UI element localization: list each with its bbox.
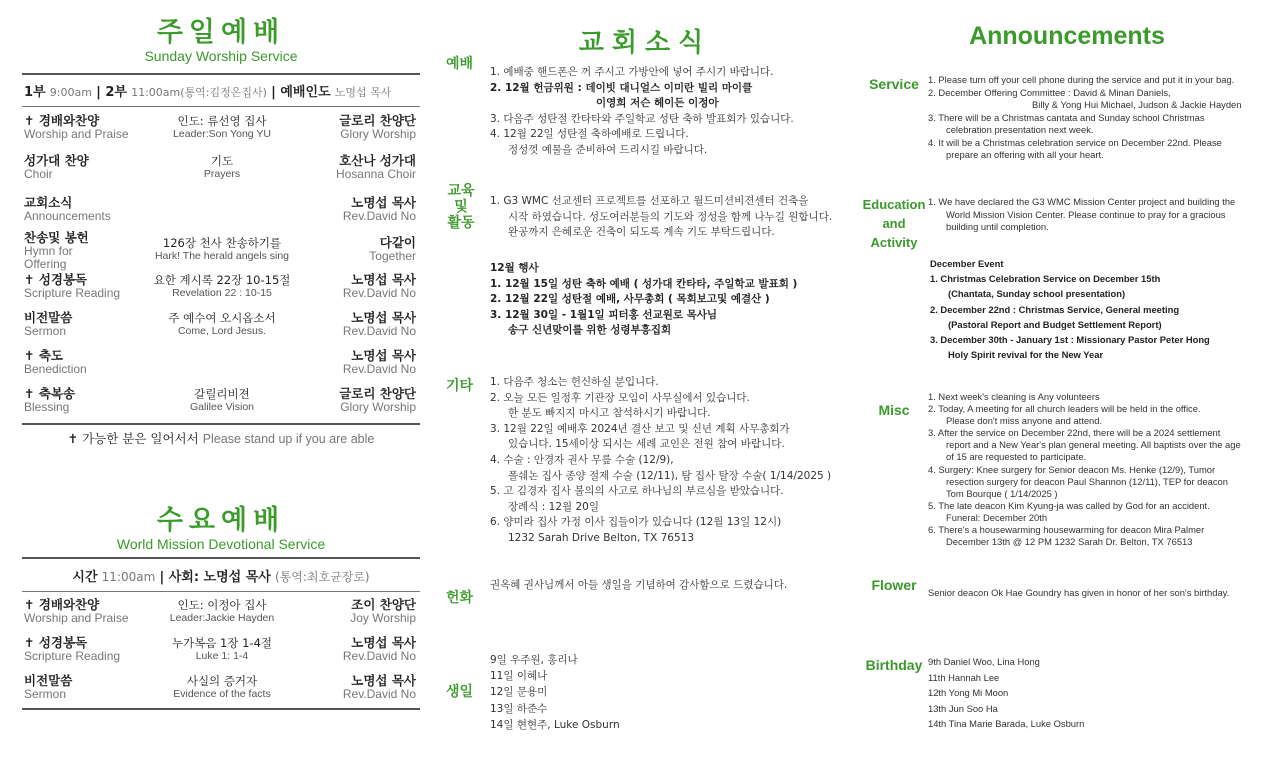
list-item: 장례식 : 12월 20일 bbox=[508, 500, 599, 513]
list-item: 있습니다. 15세이상 되시는 세례 교인은 전원 참여 바랍니다. bbox=[508, 438, 785, 451]
order-leader-en: Joy Worship bbox=[350, 611, 416, 625]
order-item-en: Choir bbox=[24, 167, 53, 181]
birthday-label: Birthday bbox=[865, 657, 923, 673]
list-item: 5. 고 김경자 집사 불의의 사고로 하나님의 부르심을 받았습니다. bbox=[490, 485, 784, 498]
order-leader: 조이 찬양단 bbox=[351, 597, 416, 612]
order-detail: 126장 천사 찬송하기를 bbox=[162, 236, 282, 250]
order-detail-en: Prayers bbox=[203, 168, 241, 180]
order-detail: 인도: 류선영 집사 bbox=[177, 114, 267, 128]
list-item: 1. 12월 15일 성탄 축하 예배 ( 성가대 칸타타, 주일학교 발표회 ) bbox=[490, 277, 798, 290]
list-item: 시작 하였습니다. 성도여러분들의 기도와 정성을 함께 나누길 원합니다. bbox=[508, 210, 833, 223]
list-item: Funeral: December 20th bbox=[946, 511, 1048, 523]
list-item: 3. 12월 30일 - 1월1일 피터홍 선교원로 목사님 bbox=[490, 308, 718, 321]
events-list bbox=[930, 256, 1278, 362]
list-item: 6. 양미라 집사 가정 이사 집들이가 있습니다 (12월 13일 12시) bbox=[490, 516, 782, 529]
order-row bbox=[22, 636, 420, 666]
list-item: Billy & Yong Hui Michael, Judson & Jackie Hayden bbox=[1032, 99, 1242, 110]
list-item: 11th Hannah Lee bbox=[928, 671, 1000, 683]
order-item-ko: ✝ 축복송 bbox=[24, 386, 76, 401]
misc-label: Misc bbox=[878, 402, 910, 418]
order-row bbox=[22, 273, 420, 303]
order-row bbox=[22, 230, 420, 271]
time-value: 11:00am bbox=[101, 570, 156, 584]
list-item: 14th Tina Marie Barada, Luke Osburn bbox=[928, 718, 1085, 730]
wednesday-header bbox=[22, 506, 420, 552]
order-item-ko: ✝ 축도 bbox=[24, 348, 63, 363]
list-item: resection surgery for deacon Paul Shannon (12/11), TEP for deacon bbox=[946, 475, 1228, 487]
divider bbox=[22, 557, 420, 559]
announcements-title: Announcements bbox=[969, 22, 1165, 50]
order-item-ko: ✝ 성경봉독 bbox=[24, 272, 88, 287]
list-item: Holy Spirit revival for the New Year bbox=[948, 349, 1104, 361]
list-item: 3. December 30th - January 1st : Missionary Pastor Peter Hong bbox=[930, 334, 1210, 346]
order-item-ko: ✝ 성경봉독 bbox=[24, 635, 88, 650]
list-item: (Pastoral Report and Budget Settlement Report) bbox=[948, 318, 1162, 330]
list-item: of 15 are requested to participate. bbox=[946, 451, 1087, 463]
order-row bbox=[22, 387, 420, 417]
order-leader: 노명섭 목사 bbox=[351, 635, 416, 650]
wednesday-info-line bbox=[22, 560, 420, 591]
order-item-ko: 교회소식 bbox=[24, 195, 73, 210]
standup-ko: ✝ 가능한 분은 일어서서 bbox=[67, 431, 199, 446]
list-item: 1. G3 WMC 선교센터 프로젝트를 선포하고 월드미션비젼센터 건축을 bbox=[490, 195, 809, 207]
worship-list bbox=[490, 65, 850, 159]
events-list bbox=[490, 261, 850, 339]
order-item-ko: ✝ 경배와찬양 bbox=[24, 113, 100, 128]
order-row bbox=[22, 349, 420, 379]
order-detail-en: Evidence of the facts bbox=[173, 688, 271, 700]
wednesday-title: 수요예배 bbox=[156, 505, 286, 536]
wednesday-subtitle: World Mission Devotional Service bbox=[116, 536, 326, 552]
order-row bbox=[22, 311, 420, 341]
list-item: 한 분도 빠지지 마시고 참석하시기 바랍니다. bbox=[508, 407, 711, 420]
flower-text: Senior deacon Ok Hae Goundry has given in honor of her son's birthday. bbox=[928, 587, 1230, 598]
order-item-en-2: Offering bbox=[24, 257, 67, 271]
order-item-en: Worship and Praise bbox=[24, 611, 129, 625]
edu-label bbox=[862, 195, 926, 252]
edu-label-1: 교육 bbox=[447, 183, 475, 199]
order-leader-en: Rev.David No bbox=[342, 286, 416, 300]
worship-label: 예배 bbox=[446, 56, 474, 72]
list-item: 9일 우주원, 홍리나 bbox=[490, 654, 578, 666]
list-item: 1. We have declared the G3 WMC Mission Center project and building the bbox=[928, 196, 1236, 207]
order-row bbox=[22, 114, 420, 144]
list-item: 3. There will be a Christmas cantata and Sunday school Christmas bbox=[928, 111, 1205, 123]
list-item: report and a New Year's plan general meeting. All baptists over the age bbox=[946, 439, 1241, 451]
list-item: 4. It will be a Christmas celebration service on December 22nd. Please bbox=[928, 136, 1222, 148]
list-item: 폴쉐논 집사 종양 절제 수술 (12/11), 탐 집사 탈장 수술( 1/14/2025 ) bbox=[508, 469, 832, 482]
announcements-column bbox=[862, 0, 1280, 777]
list-item: World Mission Vision Center. Please continue to pray for a gracious bbox=[946, 208, 1226, 220]
order-leader-en: Rev.David No bbox=[342, 324, 416, 338]
misc-list bbox=[490, 375, 850, 547]
order-item-en: Blessing bbox=[24, 400, 70, 414]
list-item: building until completion. bbox=[946, 221, 1049, 232]
order-detail-en: Galilee Vision bbox=[189, 401, 254, 413]
edu-label bbox=[446, 183, 476, 231]
list-item: Tom Bourque ( 1/14/2025 ) bbox=[946, 487, 1058, 499]
sunday-info-line bbox=[22, 75, 393, 106]
order-leader-en: Glory Worship bbox=[340, 400, 416, 414]
list-item: 1. 다음주 청소는 헌신하실 분입니다. bbox=[490, 376, 659, 388]
order-detail: 주 예수여 오시옵소서 bbox=[168, 311, 276, 325]
list-item: celebration presentation next week. bbox=[946, 124, 1094, 135]
order-detail: 기도 bbox=[210, 154, 234, 168]
misc-list bbox=[928, 391, 1276, 548]
order-leader: 노명섭 목사 bbox=[351, 673, 416, 688]
list-item: 2. 12월 22일 성탄절 예배, 사무총회 ( 목회보고및 예결산 ) bbox=[490, 293, 770, 306]
order-item-ko: ✝ 경배와찬양 bbox=[24, 597, 100, 612]
part2-time: 11:00am(통역:김정은집사) bbox=[131, 86, 267, 99]
order-leader-en: Rev.David No bbox=[342, 362, 416, 376]
divider bbox=[22, 106, 420, 107]
list-item: 1. Please turn off your cell phone during the service and put it in your bag. bbox=[928, 74, 1235, 85]
order-item-ko: 비전말씀 bbox=[24, 310, 73, 325]
order-leader-en: Glory Worship bbox=[340, 127, 416, 141]
part2-label: | 2부 bbox=[96, 85, 127, 100]
list-item: 14일 현현주, Luke Osburn bbox=[490, 718, 620, 731]
birthday-list bbox=[490, 652, 850, 733]
standup-en: Please stand up if you are able bbox=[202, 432, 375, 446]
list-item: 완공까지 은혜로운 건축이 되도록 계속 기도 부탁드립니다. bbox=[508, 226, 775, 239]
events-title: 12월 행사 bbox=[490, 262, 539, 274]
host-label: | 사회: 노명섭 목사 bbox=[159, 570, 271, 585]
host-note: (통역:최호균장로) bbox=[275, 570, 370, 584]
service-label: Service bbox=[869, 76, 919, 92]
order-detail: 요한 계시록 22장 10-15절 bbox=[153, 273, 291, 287]
list-item: 2. Today, A meeting for all church leaders will be held in the office. bbox=[928, 403, 1201, 415]
order-detail: 누가복음 1장 1-4절 bbox=[171, 636, 273, 650]
order-row bbox=[22, 674, 420, 704]
flower-label: 헌화 bbox=[446, 590, 474, 606]
list-item: prepare an offering with all your heart. bbox=[946, 149, 1104, 160]
order-item-en: Hymn for bbox=[24, 244, 73, 258]
leader-label: | 예배인도 bbox=[271, 85, 331, 100]
order-leader-en: Rev.David No bbox=[342, 687, 416, 701]
time-label: 시간 bbox=[72, 570, 98, 585]
list-item: 12th Yong Mi Moon bbox=[928, 687, 1009, 699]
list-item: 3. 12월 22일 예배후 2024년 결산 보고 및 신년 계획 사무총회가 bbox=[490, 422, 790, 435]
list-item: 4. 수술 : 안경자 권사 무릎 수술 (12/9), bbox=[490, 453, 674, 466]
order-leader: 다같이 bbox=[379, 235, 416, 250]
misc-label: 기타 bbox=[446, 378, 474, 394]
sunday-header bbox=[22, 18, 420, 64]
list-item: 2. December Offering Committee : David & Minan Daniels, bbox=[928, 86, 1171, 98]
events-title: December Event bbox=[930, 258, 1004, 269]
list-item: 5. The late deacon Kim Kyung-ja was called by God for an accident. bbox=[928, 499, 1210, 511]
list-item: 2. December 22nd : Christmas Service, General meeting bbox=[930, 303, 1180, 315]
divider bbox=[22, 591, 420, 592]
list-item: 3. After the service on December 22nd, there will be a 2024 settlement bbox=[928, 427, 1221, 439]
birthday-list bbox=[928, 654, 1276, 732]
sunday-title: 주일예배 bbox=[156, 17, 286, 48]
order-detail: 사실의 증거자 bbox=[186, 674, 258, 688]
list-item: 13일 하준수 bbox=[490, 702, 548, 715]
standup-note bbox=[22, 429, 420, 447]
order-detail: 인도: 이정아 집사 bbox=[177, 598, 267, 612]
leader-name: 노명섭 목사 bbox=[334, 86, 392, 99]
list-item: (Chantata, Sunday school presentation) bbox=[948, 288, 1126, 300]
order-leader: 호산나 성가대 bbox=[339, 153, 416, 168]
order-leader: 노명섭 목사 bbox=[351, 272, 416, 287]
edu-label-3: Activity bbox=[870, 235, 918, 250]
edu-list bbox=[928, 196, 1276, 234]
church-news-column bbox=[440, 0, 850, 777]
order-row bbox=[22, 196, 420, 226]
order-leader: 글로리 찬양단 bbox=[339, 386, 416, 401]
order-row bbox=[22, 598, 420, 628]
list-item: 12일 문용미 bbox=[490, 686, 548, 699]
order-item-ko: 성가대 찬양 bbox=[24, 153, 89, 168]
divider bbox=[22, 423, 420, 425]
list-item: 2. 12월 헌금위원 : 데이빗 대니얼스 이미란 빌리 마이클 bbox=[490, 81, 753, 94]
list-item: 13th Jun Soo Ha bbox=[928, 702, 998, 714]
order-detail: 갈릴리비젼 bbox=[194, 387, 250, 401]
order-detail-en: Leader:Jackie Hayden bbox=[169, 612, 275, 624]
order-item-en: Scripture Reading bbox=[24, 649, 121, 663]
worship-order-column bbox=[22, 0, 420, 777]
list-item: 4. Surgery: Knee surgery for Senior deacon Ms. Henke (12/9), Tumor bbox=[928, 463, 1216, 475]
edu-label-2: 및 bbox=[454, 199, 468, 215]
order-leader: 글로리 찬양단 bbox=[339, 113, 416, 128]
order-detail-en: Revelation 22 : 10-15 bbox=[172, 287, 272, 299]
list-item: 1. 예배중 핸드폰은 꺼 주시고 가방안에 넣어 주시기 바랍니다. bbox=[490, 66, 774, 78]
service-list bbox=[928, 74, 1276, 162]
order-detail-en: Come, Lord Jesus. bbox=[177, 325, 267, 337]
list-item: 3. 다음주 성탄절 칸타타와 주일학교 성탄 축하 발표회가 있습니다. bbox=[490, 112, 794, 125]
order-item-en: Benediction bbox=[24, 362, 87, 376]
list-item: 11일 이혜나 bbox=[490, 670, 548, 683]
list-item: 9th Daniel Woo, Lina Hong bbox=[928, 656, 1040, 667]
order-leader-en: Together bbox=[369, 249, 416, 263]
list-item: 1. Christmas Celebration Service on December 15th bbox=[930, 273, 1161, 285]
order-item-en: Scripture Reading bbox=[24, 286, 121, 300]
order-leader: 노명섭 목사 bbox=[351, 195, 416, 210]
edu-list bbox=[490, 194, 850, 241]
order-detail-en: Hark! The herald angels sing bbox=[154, 250, 290, 262]
order-item-en: Sermon bbox=[24, 324, 67, 338]
flower-text: 권옥혜 권사님께서 아들 생일을 기념하여 감사함으로 드렸습니다. bbox=[490, 579, 788, 591]
order-item-en: Sermon bbox=[24, 687, 67, 701]
edu-label-3: 활동 bbox=[447, 215, 475, 231]
order-item-en: Worship and Praise bbox=[24, 127, 129, 141]
birthday-label: 생일 bbox=[446, 684, 474, 700]
list-item: 송구 신년맞이를 위한 성령부흥집회 bbox=[508, 324, 672, 337]
list-item: 6. There's a housewarming housewarming for deacon Mira Palmer bbox=[928, 524, 1205, 536]
list-item: 1. Next week's cleaning is Any volunteers bbox=[928, 391, 1100, 402]
order-leader-en: Rev.David No bbox=[342, 649, 416, 663]
order-leader-en: Hosanna Choir bbox=[335, 167, 416, 181]
order-leader: 노명섭 목사 bbox=[351, 348, 416, 363]
list-item: 4. 12월 22일 성탄절 축하예배로 드립니다. bbox=[490, 128, 689, 141]
part1-time: 9:00am bbox=[49, 86, 92, 99]
order-row bbox=[22, 154, 420, 184]
order-item-ko: 찬송및 봉헌 bbox=[24, 230, 89, 245]
edu-label-1: Education bbox=[862, 197, 926, 212]
part1-label: 1부 bbox=[24, 85, 46, 100]
list-item: 2. 오늘 모든 일정후 기관장 모임이 사무실에서 있습니다. bbox=[490, 391, 750, 404]
list-item: 1232 Sarah Drive Belton, TX 76513 bbox=[508, 531, 695, 544]
news-title: 교회소식 bbox=[578, 28, 712, 58]
list-item: 이영희 저슨 헤이든 이정아 bbox=[596, 97, 719, 110]
divider bbox=[22, 708, 420, 710]
order-item-ko: 비전말씀 bbox=[24, 673, 73, 688]
order-leader: 노명섭 목사 bbox=[351, 310, 416, 325]
order-detail-en: Luke 1: 1-4 bbox=[195, 650, 249, 662]
flower-label: Flower bbox=[871, 577, 917, 593]
order-leader-en: Rev.David No bbox=[342, 209, 416, 223]
sunday-subtitle: Sunday Worship Service bbox=[144, 48, 298, 64]
list-item: Please don't miss anyone and attend. bbox=[946, 415, 1103, 427]
order-item-en: Announcements bbox=[24, 209, 111, 223]
order-detail-en: Leader:Son Yong YU bbox=[173, 128, 271, 140]
list-item: 정성껏 예물을 준비하여 드리시길 바랍니다. bbox=[508, 143, 708, 156]
edu-label-2: and bbox=[882, 216, 906, 231]
list-item: December 13th @ 12 PM 1232 Sarah Dr. Belton, TX 76513 bbox=[946, 536, 1193, 548]
